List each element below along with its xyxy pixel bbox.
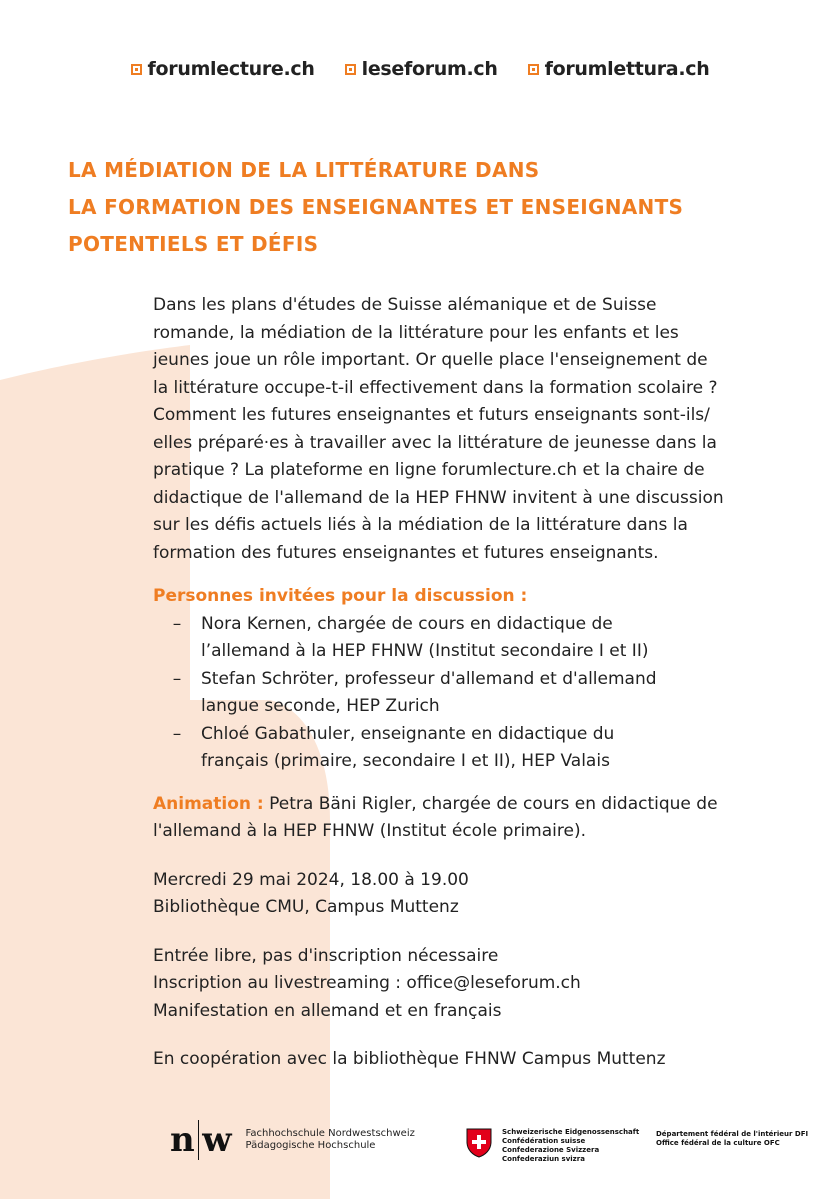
guest-line: Nora Kernen, chargée de cours en didactique de — [201, 613, 613, 634]
list-dash: – — [172, 723, 182, 744]
brand-forumlecture[interactable] — [131, 58, 315, 80]
guest-line: Chloé Gabathuler, enseignante en didactique du — [201, 723, 615, 744]
swiss-shield-icon — [466, 1128, 492, 1158]
intro-line: didactique de l'allemand de la HEP FHNW invitent à une discussion — [153, 487, 724, 508]
entry-line: Inscription au livestreaming : office@leseforum.ch — [153, 973, 581, 993]
guest-line: langue seconde, HEP Zurich — [201, 696, 440, 716]
guest-line: français (primaire, secondaire I et II), HEP Valais — [201, 751, 610, 771]
animation-line: l'allemand à la HEP FHNW (Institut école primaire). — [153, 821, 586, 841]
intro-paragraph — [153, 292, 793, 567]
fhnw-line: Fachhochschule Nordwestschweiz — [245, 1128, 415, 1139]
brand-header — [0, 58, 840, 80]
swiss-line: Confederaziun svizra — [502, 1155, 585, 1163]
intro-line: Dans les plans d'études de Suisse alémanique et de Suisse — [153, 295, 657, 315]
guest-list — [153, 611, 793, 776]
square-logo-icon — [528, 64, 539, 75]
intro-line: jeunes joue un rôle important. Or quelle place l'enseignement de — [153, 350, 708, 370]
entry-line: Entrée libre, pas d'inscription nécessaire — [153, 945, 499, 966]
square-logo-icon — [131, 64, 142, 75]
swiss-line: Schweizerische Eidgenossenschaft — [502, 1128, 640, 1136]
dfi-line: Office fédéral de la culture OFC — [656, 1139, 780, 1147]
brand-name: forumlecture.ch — [147, 58, 315, 80]
intro-line: la littérature occupe-t-il effectivement dans la formation scolaire ? — [153, 377, 718, 398]
fhnw-logo — [170, 1120, 415, 1160]
dfi-line: Département fédéral de l'intérieur DFI — [656, 1130, 809, 1138]
title-line: POTENTIELS ET DÉFIS — [68, 232, 319, 256]
event-place: Bibliothèque CMU, Campus Muttenz — [153, 897, 459, 917]
guest-line: l’allemand à la HEP FHNW (Institut secondaire I et II) — [201, 641, 649, 661]
brand-forumlettura[interactable] — [528, 58, 710, 80]
brand-name: leseforum.ch — [361, 58, 498, 80]
animation-label: Animation : — [153, 793, 264, 814]
swiss-text — [502, 1128, 639, 1164]
intro-line: pratique ? La plateforme en ligne forumlecture.ch et la chaire de — [153, 460, 705, 480]
intro-line: romande, la médiation de la littérature pour les enfants et les — [153, 322, 679, 343]
logo-divider — [198, 1120, 200, 1160]
swiss-confederation-logo — [466, 1128, 639, 1164]
list-dash: – — [172, 613, 182, 634]
fhnw-mark-w: w — [202, 1120, 232, 1160]
cooperation-note: En coopération avec la bibliothèque FHNW Campus Muttenz — [153, 1049, 666, 1069]
dfi-text — [656, 1130, 808, 1148]
fhnw-mark-n: n — [170, 1120, 195, 1160]
fhnw-line: Pädagogische Hochschule — [245, 1140, 376, 1151]
title-line: LA FORMATION DES ENSEIGNANTES ET ENSEIGNANTS — [68, 195, 684, 219]
main-content — [153, 292, 793, 1074]
brand-leseforum[interactable] — [345, 58, 498, 80]
guest-line: Stefan Schröter, professeur d'allemand et d'allemand — [201, 668, 657, 689]
intro-line: elles préparé·es à travailler avec la littérature de jeunesse dans la — [153, 432, 717, 453]
swiss-line: Confédération suisse — [502, 1137, 586, 1145]
guest-item — [153, 666, 793, 721]
square-logo-icon — [345, 64, 356, 75]
intro-line: sur les défis actuels liés à la médiation de la littérature dans la — [153, 515, 688, 535]
intro-line: formation des futures enseignantes et futures enseignants. — [153, 542, 659, 563]
intro-line: Comment les futures enseignantes et futurs enseignants sont-ils/ — [153, 405, 710, 425]
page-title — [68, 152, 768, 263]
animation-block — [153, 791, 793, 846]
guests-heading: Personnes invitées pour la discussion : — [153, 586, 528, 606]
brand-name: forumlettura.ch — [544, 58, 710, 80]
fhnw-text — [246, 1128, 415, 1152]
event-date: Mercredi 29 mai 2024, 18.00 à 19.00 — [153, 869, 469, 890]
swiss-line: Confederazione Svizzera — [502, 1146, 600, 1154]
entry-details — [153, 943, 793, 1026]
entry-line: Manifestation en allemand et en français — [153, 1000, 502, 1021]
event-details — [153, 867, 793, 922]
animation-line: Petra Bäni Rigler, chargée de cours en didactique de — [263, 793, 718, 814]
list-dash: – — [172, 668, 182, 689]
guest-item — [153, 611, 793, 666]
title-line: LA MÉDIATION DE LA LITTÉRATURE DANS — [68, 158, 540, 182]
guest-item — [153, 721, 793, 776]
